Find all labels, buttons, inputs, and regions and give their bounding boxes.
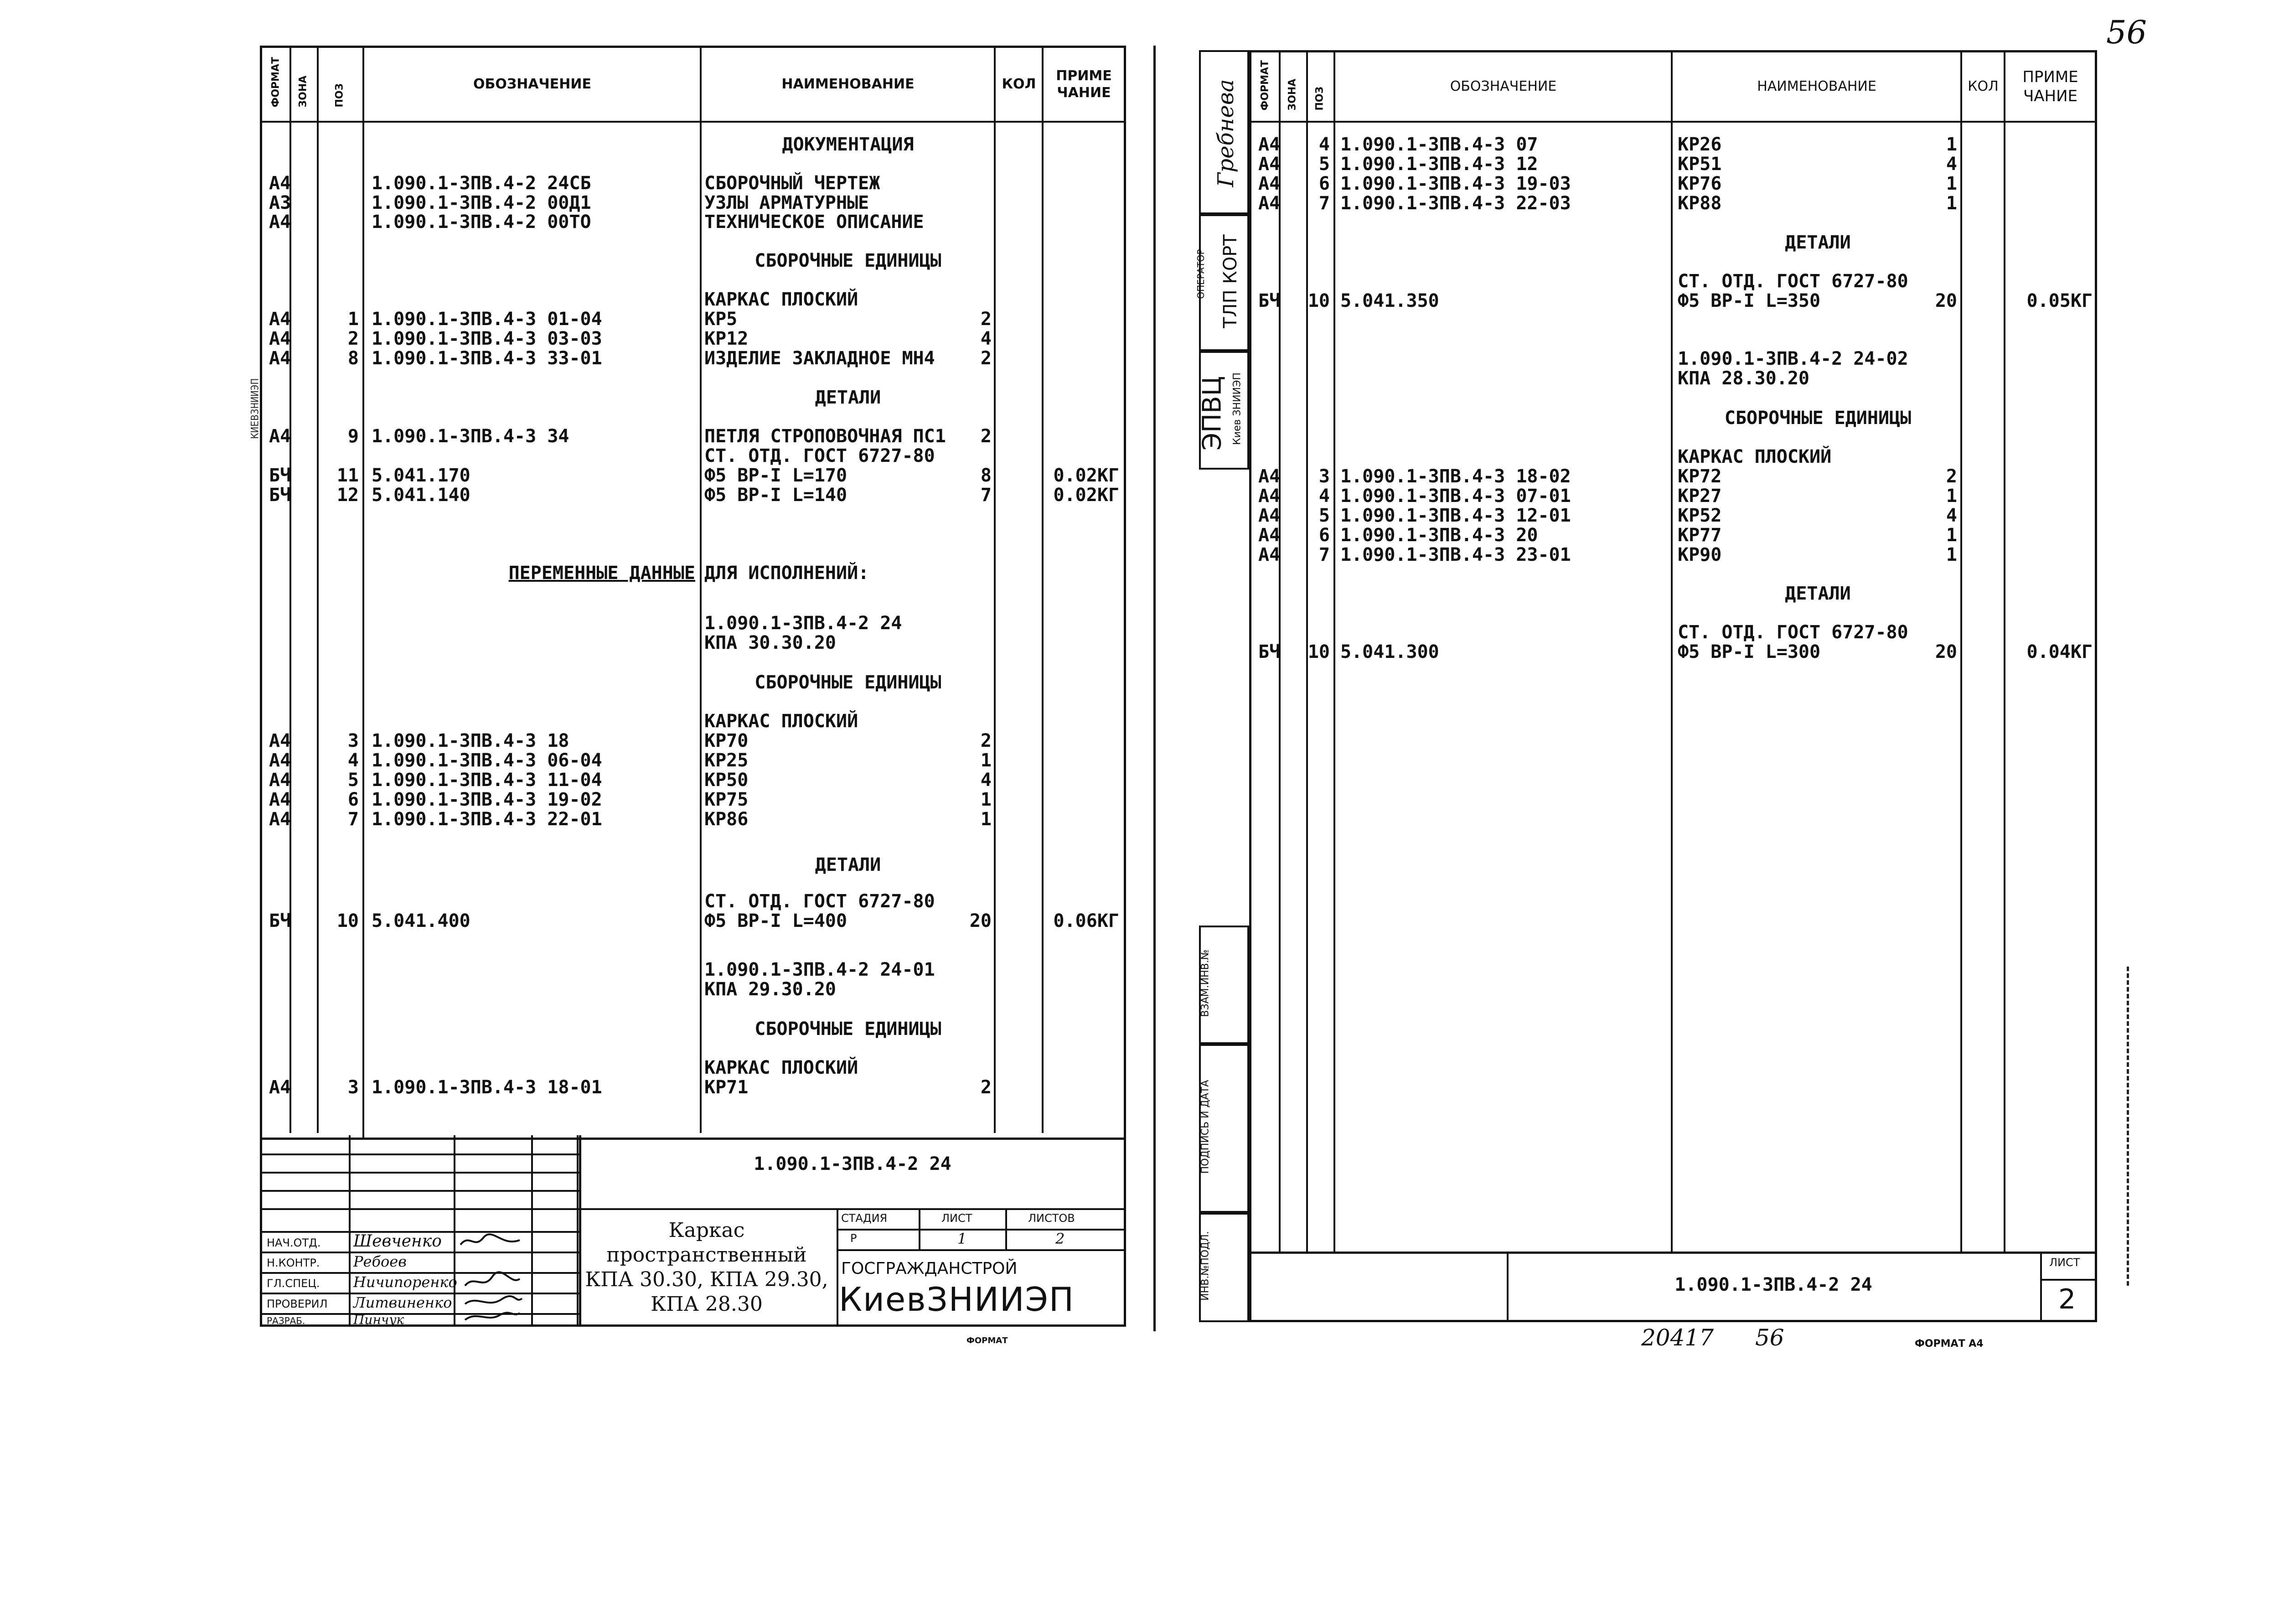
left-row: [262, 309, 1124, 330]
side-signer-box: [1199, 50, 1249, 214]
left-name-cell: КПА 29.30.20: [704, 979, 836, 1000]
side-inv-box: [1199, 1213, 1249, 1322]
r-header-note-1: ПРИМЕ: [2022, 67, 2078, 86]
left-row: [262, 173, 1124, 194]
left-name-cell: КАРКАС ПЛОСКИЙ: [704, 289, 858, 310]
left-format-cell: А3: [269, 192, 291, 213]
left-row: [262, 426, 1124, 447]
right-row: [1251, 545, 2095, 565]
stamp-org-1: ГОСГРАЖДАНСТРОЙ: [841, 1259, 1018, 1278]
left-row: [262, 979, 1124, 1000]
stamp-role-5: РАЗРАБ.: [267, 1315, 305, 1326]
left-qty-cell: 4: [980, 328, 992, 349]
right-format-cell: А4: [1258, 544, 1281, 565]
stamp-sheets-label: ЛИСТОВ: [1028, 1212, 1075, 1225]
left-designation-cell: 1.090.1-3ПВ.4-3 33-01: [372, 348, 602, 369]
left-qty-cell: 1: [980, 809, 992, 830]
left-qty-cell: 2: [980, 1077, 992, 1098]
left-row: [262, 1019, 1124, 1040]
left-format-cell: А4: [269, 770, 291, 791]
stamp-sheet-label: ЛИСТ: [941, 1212, 972, 1225]
left-name-cell: КАРКАС ПЛОСКИЙ: [704, 1057, 858, 1078]
left-format-cell: А4: [269, 809, 291, 830]
left-name-cell: 1.090.1-3ПВ.4-2 24-01: [704, 959, 935, 980]
left-format-cell: А4: [269, 750, 291, 771]
stamp-name-5: Пинчук: [353, 1312, 404, 1327]
r-header-note-2: ЧАНИЕ: [2023, 87, 2078, 105]
left-row: [262, 672, 1124, 693]
left-name-cell: КАРКАС ПЛОСКИЙ: [704, 711, 858, 732]
left-designation-cell: 1.090.1-3ПВ.4-2 00ТО: [372, 212, 591, 233]
left-name-cell: СТ. ОТД. ГОСТ 6727-80: [704, 445, 935, 466]
left-designation-cell: 1.090.1-3ПВ.4-3 03-03: [372, 328, 602, 349]
right-designation-cell: 1.090.1-3ПВ.4-3 19-03: [1340, 173, 1571, 194]
left-name-cell: КР75: [704, 789, 749, 810]
right-format-cell: А4: [1258, 134, 1281, 155]
right-format-cell: А4: [1258, 193, 1281, 214]
stamp-title-1: Каркас: [668, 1219, 745, 1242]
left-name-cell: ДОКУМЕНТАЦИЯ: [782, 134, 914, 155]
right-qty-cell: 1: [1946, 486, 1957, 507]
left-pos-cell: 4: [347, 750, 359, 771]
left-name-cell: СБОРОЧНЫЕ ЕДИНИЦЫ: [754, 1019, 941, 1040]
left-qty-cell: 2: [980, 426, 992, 447]
left-row: [262, 212, 1124, 233]
header-note-1: ПРИМЕ: [1056, 67, 1112, 84]
left-row: [262, 891, 1124, 912]
left-row: [262, 193, 1124, 213]
left-row: [262, 329, 1124, 349]
stamp-stage-label: СТАДИЯ: [841, 1212, 888, 1225]
left-qty-cell: 2: [980, 309, 992, 330]
left-row: [262, 809, 1124, 830]
left-designation-cell: 5.041.400: [372, 910, 470, 931]
left-row: [262, 770, 1124, 791]
stamp-sheet-value: 1: [957, 1230, 967, 1247]
right-pos-cell: 3: [1318, 466, 1330, 487]
right-qty-cell: 1: [1946, 525, 1957, 546]
r-header-format: ФОРМАТ: [1259, 60, 1271, 111]
left-format-cell: А4: [269, 328, 291, 349]
right-row: [1251, 291, 2095, 311]
left-note-cell: 0.02КГ: [1053, 465, 1119, 486]
right-name-cell: КР76: [1678, 173, 1722, 194]
side-operator-value: ТЛП КОРТ: [1220, 234, 1241, 328]
right-bottom-note-2: 56: [1755, 1324, 1784, 1351]
left-pos-cell: 8: [347, 348, 359, 369]
r-header-designation: ОБОЗНАЧЕНИЕ: [1450, 78, 1557, 95]
right-pos-cell: 6: [1318, 173, 1330, 194]
right-name-cell: Ф5 ВР-I L=300: [1678, 641, 1821, 662]
left-pos-cell: 6: [347, 789, 359, 810]
left-stamp-doc-code: 1.090.1-3ПВ.4-2 24: [754, 1153, 951, 1174]
right-row: [1251, 486, 2095, 507]
left-name-cell: КР70: [704, 730, 749, 751]
right-row: [1251, 466, 2095, 487]
header-pos: ПОЗ: [334, 83, 346, 108]
header-qty: КОЛ: [1002, 76, 1036, 93]
left-name-cell: УЗЛЫ АРМАТУРНЫЕ: [704, 192, 869, 213]
r-header-qty: КОЛ: [1968, 78, 1999, 95]
left-designation-cell: ПЕРЕМЕННЫЕ ДАННЫЕ: [508, 563, 695, 584]
left-qty-cell: 1: [980, 750, 992, 771]
stamp-stage-value: Р: [850, 1232, 857, 1245]
left-name-cell: ИЗДЕЛИЕ ЗАКЛАДНОЕ МН4: [704, 348, 935, 369]
right-row: [1251, 368, 2095, 389]
right-name-cell: КР52: [1678, 505, 1722, 526]
right-qty-cell: 1: [1946, 193, 1957, 214]
side-evc-2: Киев ЗНИИЭП: [1231, 372, 1243, 445]
right-designation-cell: 1.090.1-3ПВ.4-3 23-01: [1340, 544, 1571, 565]
left-format-cell: А4: [269, 426, 291, 447]
stamp-title-4: КПА 28.30: [651, 1293, 763, 1316]
left-designation-cell: 1.090.1-3ПВ.4-3 22-01: [372, 809, 602, 830]
stamp-title-3: КПА 30.30, КПА 29.30,: [585, 1268, 828, 1291]
right-row: [1251, 233, 2095, 253]
right-name-cell: СТ. ОТД. ГОСТ 6727-80: [1678, 271, 1908, 292]
left-qty-cell: 4: [980, 770, 992, 791]
right-row: [1251, 525, 2095, 546]
right-qty-cell: 20: [1935, 641, 1957, 662]
right-row: [1251, 622, 2095, 643]
left-row: [262, 1058, 1124, 1078]
right-stamp-sheet-label: ЛИСТ: [2049, 1256, 2080, 1269]
stamp-org-2: КиевЗНИИЭП: [839, 1280, 1075, 1319]
left-row: [262, 290, 1124, 310]
left-row: [262, 633, 1124, 653]
left-name-cell: ДЛЯ ИСПОЛНЕНИЙ:: [704, 563, 869, 584]
stamp-role-2: Н.КОНТР.: [267, 1257, 320, 1269]
right-name-cell: СБОРОЧНЫЕ ЕДИНИЦЫ: [1724, 408, 1912, 429]
left-pos-cell: 9: [347, 426, 359, 447]
left-pos-cell: 10: [336, 910, 359, 931]
left-name-cell: Ф5 ВР-I L=140: [704, 485, 848, 506]
right-designation-cell: 5.041.300: [1340, 641, 1439, 662]
right-qty-cell: 2: [1946, 466, 1957, 487]
left-name-cell: ПЕТЛЯ СТРОПОВОЧНАЯ ПС1: [704, 426, 946, 447]
right-name-cell: КР27: [1678, 486, 1722, 507]
left-name-cell: Ф5 ВР-I L=170: [704, 465, 848, 486]
left-designation-cell: 1.090.1-3ПВ.4-3 06-04: [372, 750, 602, 771]
right-stamp-sheet-value: 2: [2058, 1283, 2076, 1315]
stamp-name-3: Ничипоренко: [353, 1273, 457, 1291]
right-designation-cell: 1.090.1-3ПВ.4-3 18-02: [1340, 466, 1571, 487]
left-name-cell: ДЕТАЛИ: [815, 854, 881, 875]
left-row: [262, 348, 1124, 369]
left-pos-cell: 7: [347, 809, 359, 830]
left-row: [262, 711, 1124, 732]
right-qty-cell: 1: [1946, 173, 1957, 194]
right-designation-cell: 1.090.1-3ПВ.4-3 12-01: [1340, 505, 1571, 526]
right-format-cell: А4: [1258, 173, 1281, 194]
left-name-cell: КР12: [704, 328, 749, 349]
left-row: [262, 563, 1124, 584]
stamp-signatures: [456, 1231, 529, 1324]
side-operator-box: [1195, 214, 1249, 351]
left-format-note: ФОРМАТ: [966, 1336, 1008, 1345]
left-pos-cell: 3: [347, 730, 359, 751]
r-header-note: [2006, 52, 2095, 121]
left-pos-cell: 11: [336, 465, 359, 486]
right-format-cell: А4: [1258, 505, 1281, 526]
right-row: [1251, 447, 2095, 467]
right-qty-cell: 4: [1946, 505, 1957, 526]
right-name-cell: 1.090.1-3ПВ.4-2 24-02: [1678, 348, 1908, 369]
right-designation-cell: 1.090.1-3ПВ.4-3 22-03: [1340, 193, 1571, 214]
left-designation-cell: 1.090.1-3ПВ.4-2 00Д1: [372, 192, 591, 213]
right-bottom-note-1: 20417: [1641, 1324, 1714, 1351]
left-format-cell: А4: [269, 348, 291, 369]
left-format-cell: А4: [269, 730, 291, 751]
right-format-cell: БЧ: [1258, 290, 1281, 311]
right-qty-cell: 20: [1935, 290, 1957, 311]
side-vzam-box: [1199, 926, 1249, 1044]
right-note-cell: 0.04КГ: [2026, 641, 2093, 662]
right-name-cell: КАРКАС ПЛОСКИЙ: [1678, 446, 1832, 467]
right-format-cell: А4: [1258, 525, 1281, 546]
left-row: [262, 613, 1124, 634]
stamp-name-4: Литвиненко: [353, 1294, 452, 1311]
left-name-cell: КР25: [704, 750, 749, 771]
side-evc-1: ЭПВЦ: [1197, 376, 1227, 451]
side-sign-date-box: [1199, 1044, 1249, 1213]
left-name-cell: КПА 30.30.20: [704, 632, 836, 653]
right-pos-cell: 5: [1318, 154, 1330, 175]
right-pos-cell: 10: [1307, 641, 1330, 662]
left-name-cell: КР71: [704, 1077, 749, 1098]
right-pos-cell: 4: [1318, 134, 1330, 155]
right-designation-cell: 1.090.1-3ПВ.4-3 12: [1340, 154, 1538, 175]
left-specification-sheet: [260, 46, 1126, 1140]
stamp-role-4: ПРОВЕРИЛ: [267, 1298, 328, 1310]
left-row: [262, 1077, 1124, 1098]
side-evc-box: [1199, 351, 1249, 470]
header-format: ФОРМАТ: [270, 57, 282, 108]
right-pos-cell: 7: [1318, 193, 1330, 214]
left-row: [262, 960, 1124, 980]
left-note-cell: 0.02КГ: [1053, 485, 1119, 506]
right-stamp-doc-code: 1.090.1-3ПВ.4-2 24: [1674, 1274, 1872, 1295]
right-row: [1251, 506, 2095, 526]
left-name-cell: ТЕХНИЧЕСКОЕ ОПИСАНИЕ: [704, 212, 924, 233]
right-format-cell: А4: [1258, 486, 1281, 507]
left-name-cell: КР50: [704, 770, 749, 791]
left-designation-cell: 1.090.1-3ПВ.4-3 18-01: [372, 1077, 602, 1098]
left-name-cell: СБОРОЧНЫЕ ЕДИНИЦЫ: [754, 672, 941, 693]
right-pos-cell: 6: [1318, 525, 1330, 546]
left-designation-cell: 1.090.1-3ПВ.4-3 11-04: [372, 770, 602, 791]
right-row: [1251, 271, 2095, 292]
left-margin-label: КИЕВЗНИИЭП: [249, 378, 261, 439]
left-format-cell: А4: [269, 309, 291, 330]
right-format-note: ФОРМАТ А4: [1915, 1338, 1984, 1350]
edge-marks: [2127, 967, 2131, 1286]
left-pos-cell: 5: [347, 770, 359, 791]
stamp-title: [581, 1210, 832, 1324]
left-name-cell: КР5: [704, 309, 738, 330]
left-designation-cell: 5.041.170: [372, 465, 470, 486]
right-name-cell: КР90: [1678, 544, 1722, 565]
left-qty-cell: 7: [980, 485, 992, 506]
right-row: [1251, 349, 2095, 369]
stamp-name-2: Ребоев: [353, 1253, 407, 1270]
left-qty-cell: 8: [980, 465, 992, 486]
right-designation-cell: 1.090.1-3ПВ.4-3 20: [1340, 525, 1538, 546]
right-specification-sheet: [1249, 50, 2097, 1322]
left-pos-cell: 2: [347, 328, 359, 349]
right-row: [1251, 134, 2095, 155]
left-row: [262, 750, 1124, 771]
right-name-cell: КР26: [1678, 134, 1722, 155]
right-qty-cell: 1: [1946, 544, 1957, 565]
left-row: [262, 388, 1124, 408]
header-zone: ЗОНА: [297, 75, 309, 108]
left-designation-cell: 1.090.1-3ПВ.4-3 01-04: [372, 309, 602, 330]
right-row: [1251, 584, 2095, 604]
right-format-cell: А4: [1258, 466, 1281, 487]
r-header-zone: ЗОНА: [1287, 78, 1298, 111]
right-row: [1251, 408, 2095, 429]
left-title-block: [260, 1135, 1126, 1327]
left-format-cell: БЧ: [269, 465, 291, 486]
r-header-name: НАИМЕНОВАНИЕ: [1757, 78, 1876, 95]
left-name-cell: СТ. ОТД. ГОСТ 6727-80: [704, 891, 935, 912]
left-designation-cell: 1.090.1-3ПВ.4-3 34: [372, 426, 569, 447]
left-format-cell: А4: [269, 212, 291, 233]
right-name-cell: КПА 28.30.20: [1678, 368, 1809, 389]
right-row: [1251, 193, 2095, 214]
left-format-cell: А4: [269, 1077, 291, 1098]
sheet-divider: [1153, 46, 1156, 1331]
left-row: [262, 134, 1124, 155]
stamp-role-3: ГЛ.СПЕЦ.: [267, 1277, 320, 1290]
right-name-cell: КР72: [1678, 466, 1722, 487]
right-name-cell: КР88: [1678, 193, 1722, 214]
left-row: [262, 731, 1124, 751]
side-vzam: ВЗАМ.ИНВ.№: [1199, 949, 1211, 1017]
left-note-cell: 0.06КГ: [1053, 910, 1119, 931]
right-name-cell: СТ. ОТД. ГОСТ 6727-80: [1678, 622, 1908, 643]
right-name-cell: КР51: [1678, 154, 1722, 175]
left-designation-cell: 1.090.1-3ПВ.4-2 24СБ: [372, 173, 591, 194]
left-pos-cell: 12: [336, 485, 359, 506]
left-row: [262, 251, 1124, 271]
left-name-cell: КР86: [704, 809, 749, 830]
right-qty-cell: 1: [1946, 134, 1957, 155]
left-name-cell: 1.090.1-3ПВ.4-2 24: [704, 613, 902, 634]
right-pos-cell: 5: [1318, 505, 1330, 526]
left-qty-cell: 2: [980, 348, 992, 369]
left-format-cell: А4: [269, 789, 291, 810]
right-designation-cell: 1.090.1-3ПВ.4-3 07-01: [1340, 486, 1571, 507]
left-name-cell: ДЕТАЛИ: [815, 387, 881, 408]
left-pos-cell: 3: [347, 1077, 359, 1098]
left-format-cell: А4: [269, 173, 291, 194]
stamp-role-1: НАЧ.ОТД.: [267, 1236, 321, 1249]
left-row: [262, 911, 1124, 931]
right-format-cell: А4: [1258, 154, 1281, 175]
left-name-cell: СБОРОЧНЫЙ ЧЕРТЕЖ: [704, 173, 880, 194]
right-row: [1251, 642, 2095, 662]
right-row: [1251, 154, 2095, 175]
r-header-pos: ПОЗ: [1314, 86, 1326, 111]
right-qty-cell: 4: [1946, 154, 1957, 175]
left-format-cell: БЧ: [269, 485, 291, 506]
left-name-cell: Ф5 ВР-I L=400: [704, 910, 848, 931]
left-row: [262, 446, 1124, 466]
right-designation-cell: 1.090.1-3ПВ.4-3 07: [1340, 134, 1538, 155]
left-format-cell: БЧ: [269, 910, 291, 931]
right-name-cell: Ф5 ВР-I L=350: [1678, 290, 1821, 311]
left-name-cell: СБОРОЧНЫЕ ЕДИНИЦЫ: [754, 250, 941, 271]
right-note-cell: 0.05КГ: [2026, 290, 2093, 311]
left-qty-cell: 20: [969, 910, 992, 931]
header-designation: ОБОЗНАЧЕНИЕ: [473, 76, 591, 93]
page-number: 56: [2106, 14, 2147, 51]
left-row: [262, 485, 1124, 506]
header-note: [1044, 48, 1124, 121]
right-row: [1251, 174, 2095, 194]
right-designation-cell: 5.041.350: [1340, 290, 1439, 311]
right-pos-cell: 4: [1318, 486, 1330, 507]
left-row: [262, 465, 1124, 486]
right-pos-cell: 7: [1318, 544, 1330, 565]
left-row: [262, 790, 1124, 810]
left-designation-cell: 1.090.1-3ПВ.4-3 18: [372, 730, 569, 751]
stamp-title-2: пространственный: [606, 1243, 807, 1267]
left-designation-cell: 5.041.140: [372, 485, 470, 506]
side-operator-label: ОПЕРАТОР: [1195, 249, 1206, 299]
left-qty-cell: 1: [980, 789, 992, 810]
left-row: [262, 855, 1124, 875]
stamp-name-1: Шевченко: [353, 1232, 442, 1251]
left-pos-cell: 1: [347, 309, 359, 330]
left-designation-cell: 1.090.1-3ПВ.4-3 19-02: [372, 789, 602, 810]
right-name-cell: ДЕТАЛИ: [1785, 583, 1851, 604]
right-pos-cell: 10: [1307, 290, 1330, 311]
right-format-cell: БЧ: [1258, 641, 1281, 662]
left-qty-cell: 2: [980, 730, 992, 751]
right-name-cell: ДЕТАЛИ: [1785, 232, 1851, 253]
header-note-2: ЧАНИЕ: [1057, 85, 1111, 101]
stamp-sheets-value: 2: [1055, 1230, 1065, 1247]
header-name: НАИМЕНОВАНИЕ: [781, 76, 915, 93]
right-name-cell: КР77: [1678, 525, 1722, 546]
side-inv: ИНВ.№ПОДЛ.: [1199, 1231, 1211, 1301]
side-sign-date: ПОДПИСЬ И ДАТА: [1199, 1080, 1211, 1174]
side-signer-1: Гребнева: [1213, 79, 1239, 187]
